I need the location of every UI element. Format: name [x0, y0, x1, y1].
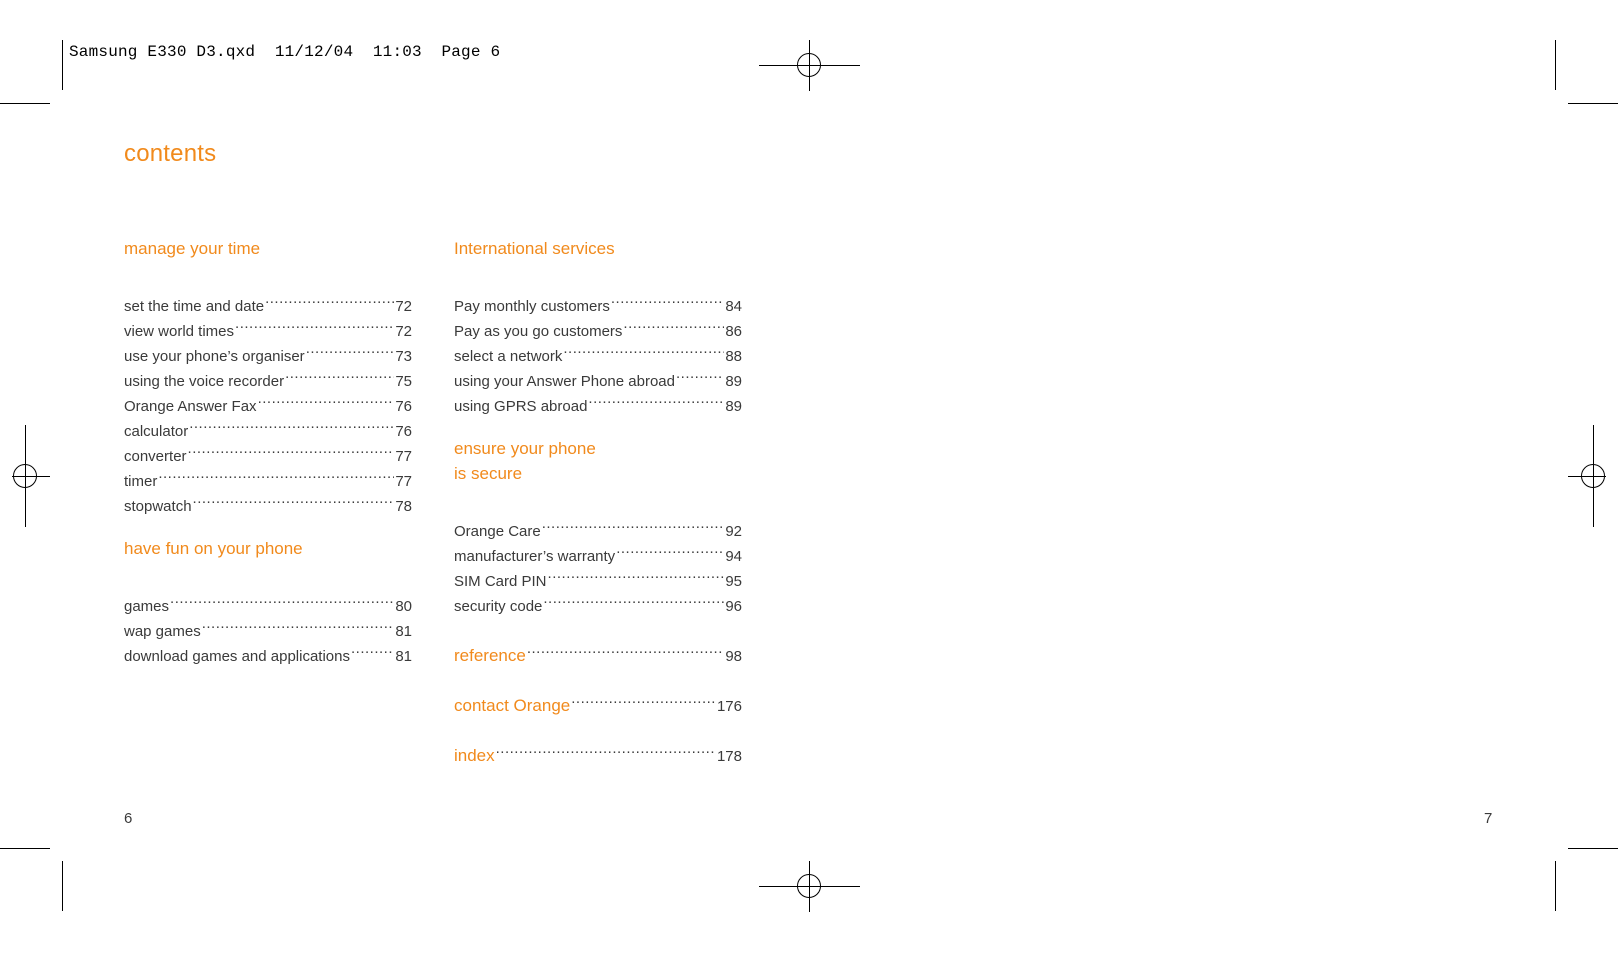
entry-label: use your phone’s organiser — [124, 348, 305, 365]
toc-entry[interactable] — [124, 486, 412, 515]
dot-leader — [351, 636, 394, 661]
dot-leader — [285, 361, 394, 386]
chapter-label: index — [454, 746, 495, 765]
entry-label: Pay as you go customers — [454, 323, 623, 340]
dot-leader — [306, 336, 395, 361]
toc-entry-list — [454, 286, 742, 415]
entry-page: 176 — [716, 698, 742, 715]
entry-label: games — [124, 598, 170, 615]
entry-label: calculator — [124, 423, 189, 440]
page-number-right: 7 — [1484, 810, 1493, 827]
section-heading: International services — [454, 239, 615, 258]
entry-page: 73 — [395, 348, 412, 365]
toc-entry[interactable] — [454, 511, 742, 540]
toc-chapter-entry[interactable] — [454, 736, 742, 765]
dot-leader — [188, 436, 395, 461]
entry-page: 81 — [395, 623, 412, 640]
entry-label: download games and applications — [124, 648, 350, 665]
entry-label: using the voice recorder — [124, 373, 285, 390]
entry-label: timer — [124, 473, 158, 490]
toc-chapter-entry[interactable] — [454, 686, 742, 715]
entry-page: 78 — [395, 498, 412, 515]
section-heading: have fun on your phone — [124, 539, 303, 558]
entry-label: security code — [454, 598, 543, 615]
dot-leader — [616, 536, 724, 561]
section-heading-line: is secure — [454, 464, 523, 483]
entry-page: 178 — [716, 748, 742, 765]
dot-leader — [235, 311, 394, 336]
crop-mark — [1555, 861, 1556, 911]
registration-mark-icon — [13, 464, 37, 488]
entry-label: SIM Card PIN — [454, 573, 547, 590]
dot-leader — [542, 511, 725, 536]
page-title: contents — [124, 140, 217, 167]
crop-mark — [0, 103, 50, 104]
dot-leader — [676, 361, 724, 386]
entry-label: manufacturer’s warranty — [454, 548, 616, 565]
dot-leader — [170, 586, 394, 611]
toc-entry[interactable] — [124, 586, 412, 615]
toc-section — [124, 236, 412, 515]
dot-leader — [158, 461, 394, 486]
entry-label: select a network — [454, 348, 563, 365]
entry-page: 72 — [395, 323, 412, 340]
dot-leader — [588, 386, 724, 411]
toc-entry[interactable] — [124, 461, 412, 490]
entry-page: 81 — [395, 648, 412, 665]
entry-page: 84 — [725, 298, 742, 315]
toc-section — [454, 236, 742, 415]
dot-leader — [548, 561, 725, 586]
crop-mark — [62, 861, 63, 911]
dot-leader — [623, 311, 724, 336]
toc-entry-list — [124, 586, 412, 665]
entry-page: 76 — [395, 398, 412, 415]
chapter-label: contact Orange — [454, 696, 571, 715]
dot-leader — [258, 386, 395, 411]
entry-page: 96 — [725, 598, 742, 615]
dot-leader — [189, 411, 394, 436]
registration-mark-icon — [797, 874, 821, 898]
dot-leader — [265, 286, 394, 311]
entry-page: 76 — [395, 423, 412, 440]
entry-page: 94 — [725, 548, 742, 565]
entry-label: view world times — [124, 323, 235, 340]
toc-section — [454, 436, 742, 615]
registration-mark-icon — [797, 53, 821, 77]
dot-leader — [527, 636, 724, 661]
toc-section — [124, 536, 412, 665]
section-heading: manage your time — [124, 239, 261, 258]
entry-page: 75 — [395, 373, 412, 390]
entry-page: 72 — [395, 298, 412, 315]
entry-page: 77 — [395, 473, 412, 490]
chapter-label: reference — [454, 646, 526, 665]
section-heading-line: ensure your phone — [454, 439, 596, 458]
dot-leader — [571, 686, 716, 711]
slug-line: Samsung E330 D3.qxd 11/12/04 11:03 Page 6 — [69, 43, 501, 61]
entry-label: Orange Answer Fax — [124, 398, 257, 415]
dot-leader — [611, 286, 724, 311]
entry-label: set the time and date — [124, 298, 265, 315]
crop-mark — [1555, 40, 1556, 90]
entry-page: 92 — [725, 523, 742, 540]
dot-leader — [193, 486, 395, 511]
crop-mark — [1568, 848, 1618, 849]
registration-mark-icon — [1581, 464, 1605, 488]
dot-leader — [496, 736, 716, 761]
entry-page: 89 — [725, 398, 742, 415]
section-heading — [454, 436, 742, 486]
dot-leader — [543, 586, 724, 611]
entry-page: 88 — [725, 348, 742, 365]
toc-entry[interactable] — [124, 286, 412, 315]
entry-label: Orange Care — [454, 523, 541, 540]
toc-entry[interactable] — [454, 286, 742, 315]
entry-label: using GPRS abroad — [454, 398, 588, 415]
toc-entry-list — [454, 511, 742, 615]
entry-page: 80 — [395, 598, 412, 615]
page-number-left: 6 — [124, 810, 133, 827]
toc-right-column — [454, 236, 742, 786]
crop-mark — [0, 848, 50, 849]
toc-chapter-entry[interactable] — [454, 636, 742, 665]
entry-label: wap games — [124, 623, 201, 640]
entry-page: 95 — [725, 573, 742, 590]
entry-page: 86 — [725, 323, 742, 340]
entry-page: 77 — [395, 448, 412, 465]
entry-label: Pay monthly customers — [454, 298, 610, 315]
crop-mark — [62, 40, 63, 90]
dot-leader — [563, 336, 724, 361]
entry-page: 98 — [725, 648, 742, 665]
crop-mark — [1568, 103, 1618, 104]
entry-label: stopwatch — [124, 498, 192, 515]
toc-entry-list — [124, 286, 412, 515]
entry-label: using your Answer Phone abroad — [454, 373, 675, 390]
entry-label: converter — [124, 448, 187, 465]
toc-left-column — [124, 236, 412, 686]
entry-page: 89 — [725, 373, 742, 390]
dot-leader — [202, 611, 395, 636]
